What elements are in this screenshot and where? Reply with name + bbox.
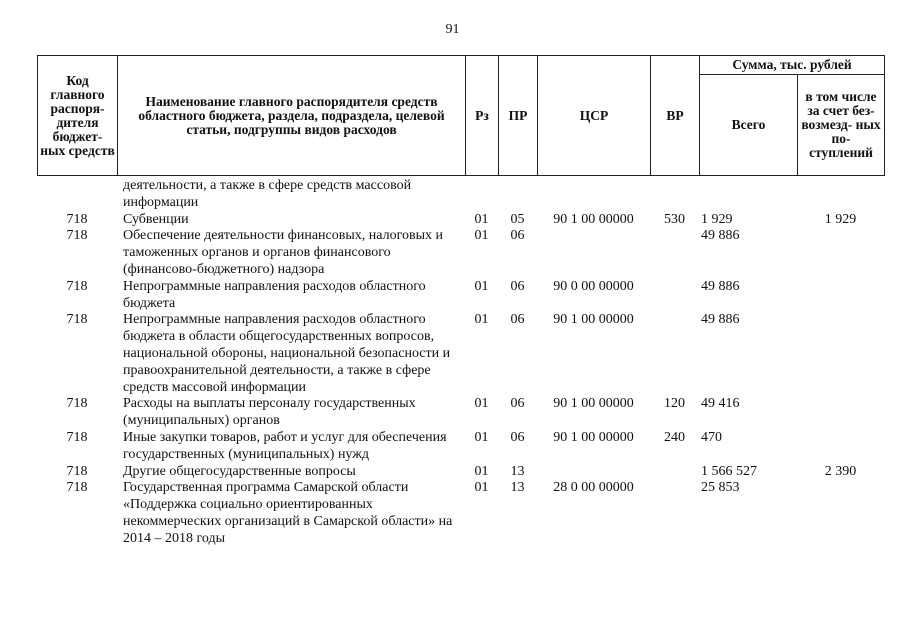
cell-vr xyxy=(650,178,699,212)
cell-code: 718 xyxy=(66,278,88,294)
cell-vr xyxy=(650,464,699,481)
cell-name: Субвенции xyxy=(123,211,189,227)
cell-name: Государственная программа Самарской области «Поддержка социально ориентированных некоммерческих организаций в Самарской области» на 2014 – 2018 годы xyxy=(123,480,453,546)
cell-name: Другие общегосударственные вопросы xyxy=(123,463,356,479)
cell-total: 1 929 xyxy=(701,211,733,227)
cell-csr: 90 1 00 00000 xyxy=(553,429,634,445)
cell-code xyxy=(37,178,117,212)
cell-rz: 01 xyxy=(474,429,489,445)
cell-free xyxy=(797,430,884,464)
cell-free xyxy=(797,396,884,430)
cell-total: 1 566 527 xyxy=(701,463,757,479)
cell-free xyxy=(797,279,884,313)
col-header-code: Код главного распоря- дителя бюджет- ных средств xyxy=(38,56,118,176)
budget-table-header xyxy=(37,55,885,176)
col-header-sum-group: Сумма, тыс. рублей xyxy=(700,56,885,75)
cell-total: 25 853 xyxy=(701,480,740,496)
cell-csr xyxy=(537,178,650,212)
cell-pr: 06 xyxy=(510,429,525,445)
cell-code: 718 xyxy=(66,211,88,227)
cell-csr: 28 0 00 00000 xyxy=(553,480,634,496)
cell-free xyxy=(797,178,884,212)
cell-csr xyxy=(537,228,650,278)
cell-rz: 01 xyxy=(474,278,489,294)
cell-total: 49 416 xyxy=(701,396,740,412)
col-header-csr: ЦСР xyxy=(538,56,651,176)
cell-name: Непрограммные направления расходов областного бюджета xyxy=(123,278,426,311)
cell-csr: 90 0 00 00000 xyxy=(553,278,634,294)
cell-pr: 13 xyxy=(510,463,525,479)
cell-pr: 06 xyxy=(510,228,525,244)
cell-pr: 13 xyxy=(510,480,525,496)
cell-rz: 01 xyxy=(474,211,489,227)
table-row xyxy=(37,212,884,229)
table-row xyxy=(37,480,884,547)
table-row xyxy=(37,396,884,430)
cell-vr xyxy=(650,228,699,278)
col-header-name: Наименование главного распорядителя средств областного бюджета, раздела, подраздела, целевой статьи, подгруппы видов расходов xyxy=(118,56,466,176)
cell-free xyxy=(797,228,884,278)
cell-code: 718 xyxy=(66,480,88,496)
cell-total: 49 886 xyxy=(701,228,740,244)
cell-total xyxy=(699,178,797,212)
cell-vr xyxy=(650,279,699,313)
table-row xyxy=(37,279,884,313)
cell-name: Обеспечение деятельности финансовых, налоговых и таможенных органов и органов финансового (финансово-бюджетного) надзора xyxy=(123,228,443,277)
cell-csr: 90 1 00 00000 xyxy=(553,211,634,227)
cell-free: 2 390 xyxy=(824,463,857,479)
cell-code: 718 xyxy=(66,228,88,244)
col-header-free: в том числе за счет без- возмезд- ных по- ступлений xyxy=(798,75,885,176)
cell-pr: 06 xyxy=(510,396,525,412)
cell-vr: 530 xyxy=(664,211,685,227)
cell-vr: 120 xyxy=(664,396,685,412)
cell-vr: 240 xyxy=(664,429,685,445)
cell-csr xyxy=(537,464,650,481)
table-row xyxy=(37,312,884,396)
cell-free xyxy=(797,312,884,396)
cell-pr xyxy=(498,178,537,212)
page-number: 91 xyxy=(445,22,460,37)
cell-code: 718 xyxy=(66,429,88,445)
cell-total: 49 886 xyxy=(701,312,740,328)
col-header-pr: ПР xyxy=(499,56,538,176)
cell-rz: 01 xyxy=(474,463,489,479)
table-row xyxy=(37,430,884,464)
cell-total: 470 xyxy=(701,429,722,445)
cell-code: 718 xyxy=(66,312,88,328)
table-row xyxy=(37,464,884,481)
cell-rz: 01 xyxy=(474,312,489,328)
cell-vr xyxy=(650,312,699,396)
col-header-vr: ВР xyxy=(651,56,700,176)
cell-code: 718 xyxy=(66,396,88,412)
cell-total: 49 886 xyxy=(701,278,740,294)
cell-pr: 05 xyxy=(510,211,525,227)
cell-rz: 01 xyxy=(474,480,489,496)
cell-name: Непрограммные направления расходов областного бюджета в области общегосударственных вопросов, национальной обороны, национальной безопасности и правоохранительной деятельности, а также в сфере средств массовой информации xyxy=(123,312,451,395)
cell-rz xyxy=(465,178,498,212)
cell-vr xyxy=(650,480,699,547)
budget-table-body xyxy=(37,178,884,548)
cell-code: 718 xyxy=(66,463,88,479)
cell-free xyxy=(797,480,884,547)
table-row xyxy=(37,228,884,278)
cell-csr: 90 1 00 00000 xyxy=(553,312,634,328)
cell-name: Иные закупки товаров, работ и услуг для обеспечения государственных (муниципальных) нужд xyxy=(123,429,447,462)
cell-name: деятельности, а также в сфере средств массовой информации xyxy=(123,178,412,210)
cell-rz: 01 xyxy=(474,396,489,412)
cell-pr: 06 xyxy=(510,278,525,294)
cell-free: 1 929 xyxy=(824,211,857,227)
table-row xyxy=(37,178,884,212)
col-header-rz: Рз xyxy=(466,56,499,176)
cell-name: Расходы на выплаты персоналу государственных (муниципальных) органов xyxy=(123,396,416,429)
cell-pr: 06 xyxy=(510,312,525,328)
col-header-total: Всего xyxy=(700,75,798,176)
cell-rz: 01 xyxy=(474,228,489,244)
cell-csr: 90 1 00 00000 xyxy=(553,396,634,412)
